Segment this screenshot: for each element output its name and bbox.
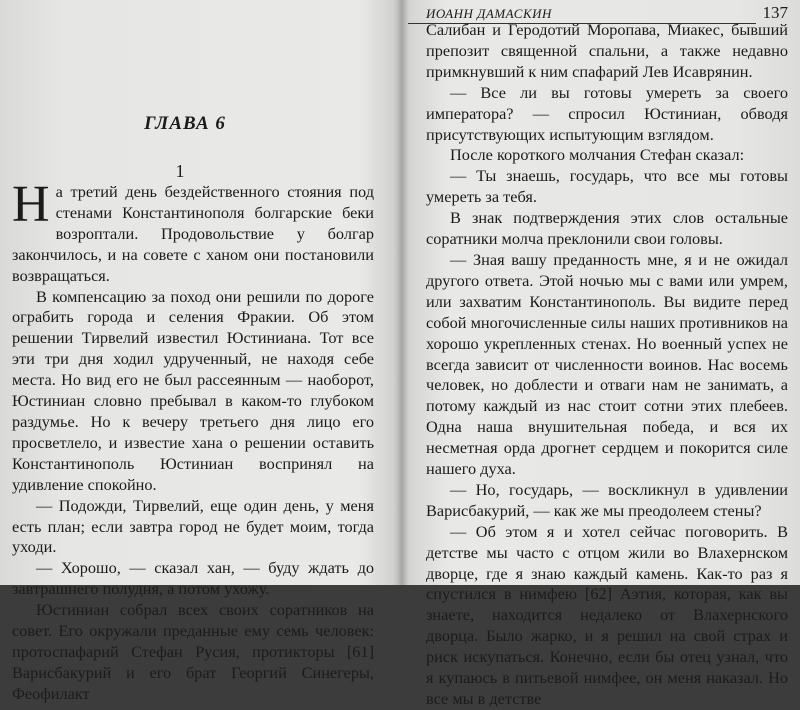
left-page: [0, 0, 400, 703]
right-page-body: [426, 20, 788, 710]
paragraph: — Но, государь, — воскликнул в удивлении Варисбакурий, — как же мы преодолеем стены?: [426, 479, 788, 520]
paragraph: — Об этом я и хотел сейчас поговорить. В детстве мы часто с отцом жили во Влахернском дворце, где я знаю каждый камень. Как-то раз я спустился в нимфею [62] Аэтия, которая, как вы знаете, находится недалеко от Влахернского дворца. Было жарко, и я решил на свой страх и риск искупаться. Конечно, если бы отец узнал, что я купаюсь в питьевой нимфее, он меня наказал. Но все мы в детстве: [426, 521, 788, 708]
paragraph: — Хорошо, — сказал хан, — буду ждать до завтрашнего полудня, а потом ухожу.: [12, 558, 374, 599]
paragraph: После короткого молчания Стефан сказал:: [450, 145, 745, 165]
paragraph: Салибан и Геродотий Моропава, Миакес, бывший препозит священной спальни, а также недавно примкнувший к ним спафарий Лев Исаврянин.: [426, 20, 788, 81]
drop-cap-letter: Н: [12, 176, 50, 233]
opening-paragraph: [12, 176, 374, 287]
paragraph: — Все ли вы готовы умереть за своего императора? — спросил Юстиниан, обводя присутствующих испытующим взглядом.: [426, 82, 788, 144]
chapter-title: ГЛАВА 6: [144, 113, 226, 134]
page-number: 137: [762, 3, 788, 22]
paragraph: — Ты знаешь, государь, что все мы готовы умереть за тебя.: [426, 166, 788, 207]
paragraph: — Зная вашу преданность мне, я и не ожидал другого ответа. Этой ночью мы с вами или умрем, или захватим Константинополь. Вы видите перед собой многочисленные силы наших противников на хорошо укрепленных стенах. Но военный успех не всегда зависит от численности воинов. Нас восемь человек, но доблести и отваги нам не занимать, а потому каждый из нас стоит сотни этих плебеев. Одна наша внушительная победа, и вся их несметная орда дрогнет сердцем и покорится силе нашего духа.: [426, 249, 788, 479]
section-number: 1: [175, 161, 185, 181]
running-head: ИОАНН ДАМАСКИН: [408, 6, 756, 24]
right-page: [408, 0, 800, 708]
paragraph: В знак подтверждения этих слов остальные соратники молча преклонили свои головы.: [426, 208, 788, 249]
paragraph: В компенсацию за поход они решили по дороге ограбить города и селения Фракии. Об этом решении Тирвелий известил Юстиниана. Тот все эти три дня ходил удрученный, не находя себе места. Но вид его не был рассеянным — наоборот, Юстиниан словно пребывал в каком-то глубоком раздумье. Но к вечеру третьего дня лицо его просветлело, и известие хана о решении оставить Константинополь Юстиниан воспринял на удивление спокойно.: [12, 286, 374, 494]
left-page-body: [12, 176, 374, 705]
paragraph-text: а третий день бездейственного стояния под стенами Константинополя болгарские беки возроптали. Продовольствие у болгар закончилось, и на совете с ханом они постановили возвращаться.: [12, 182, 374, 285]
paragraph: — Подожди, Тирвелий, еще один день, у меня есть план; если завтра город не будет моим, тогда уходи.: [12, 495, 374, 557]
paragraph: Юстиниан собрал всех своих соратников на совет. Его окружали преданные ему семь человек: протоспафарий Стефан Русия, протикторы [61] Варисбакурий и его брат Георгий Синегеры, Феофилакт: [12, 600, 374, 703]
